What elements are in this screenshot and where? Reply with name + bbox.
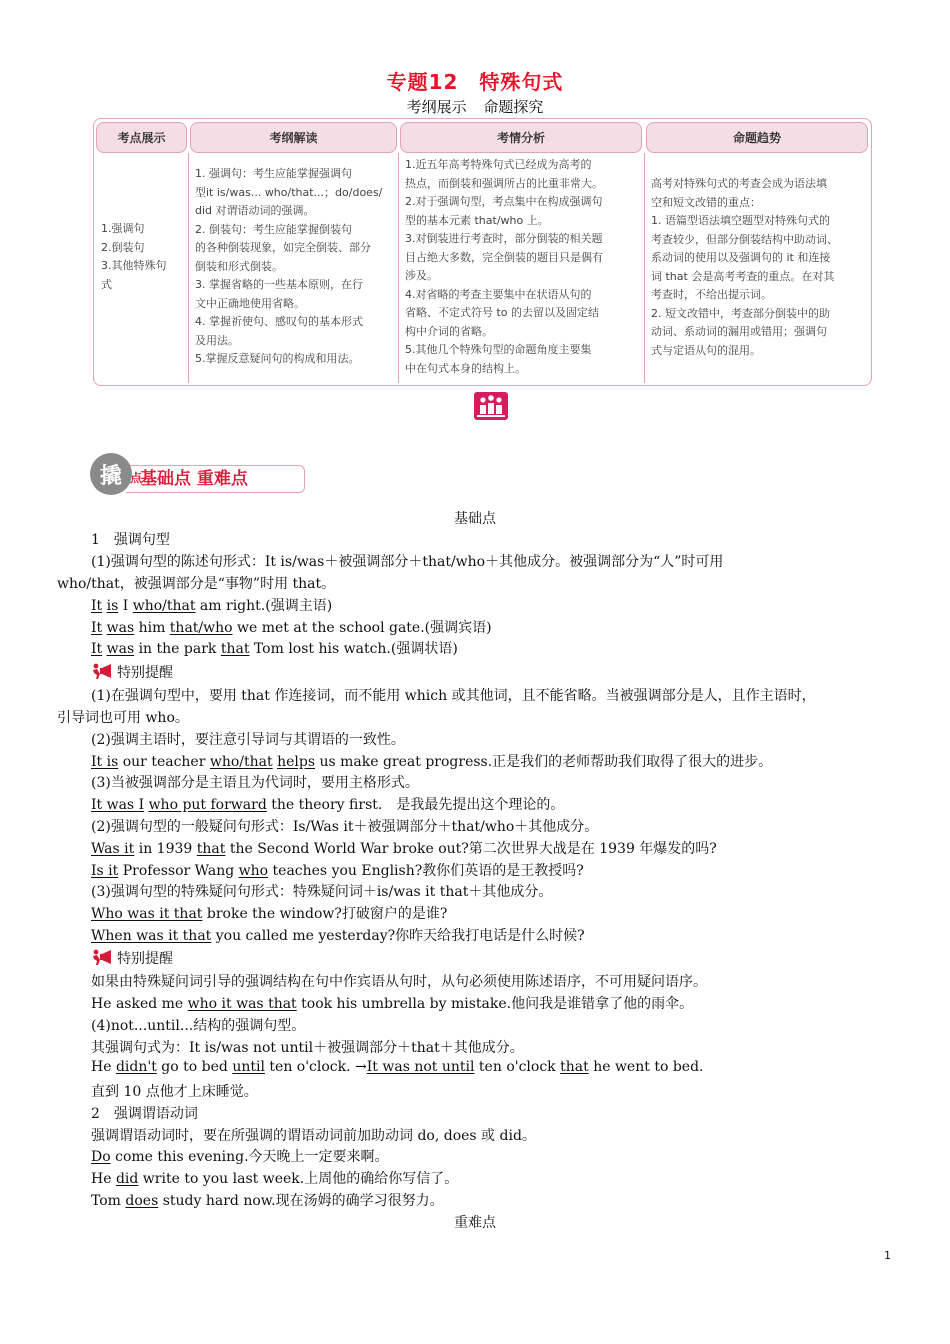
heading-hard: 重难点 [454,1215,496,1231]
cell-line: 2.对于强调句型，考点集中在构成强调句 [405,195,603,208]
underlined-text: When was it that [91,928,212,944]
cell-line: 1.强调句 [101,222,145,235]
underlined-text: that [196,841,226,857]
example-sentence [91,794,564,814]
table-header-syllabus: 考纲解读 [190,122,397,153]
cell-line: 3.对倒装进行考查时，部分倒装的相关题 [405,232,603,245]
cell-line: 4.对省略的考查主要集中在状语从句的 [405,287,592,301]
people-badge-icon [474,392,508,420]
underlined-text: is [106,598,119,614]
text: come this evening.今天晚上一定要来啊。 [110,1149,389,1165]
table-divider [398,153,399,383]
underlined-text: It [91,620,103,636]
cell-line: 3.其他特殊句 [101,259,167,272]
text: you called me yesterday?你昨天给我打电话是什么时候? [211,928,585,944]
cell-line: 中在句式本身的结构上。 [405,361,526,375]
paragraph: (2)强调主语时，要注意引导词与其谓语的一致性。 [91,732,405,748]
table-cell-trend [651,175,869,360]
underlined-text: who [238,863,269,879]
reminder-label: 特别提醒 [117,665,173,681]
text: write to you last week.上周他的确给你写信了。 [138,1171,459,1187]
section-banner-text: 基础点 重难点 [140,469,248,489]
cell-line: 3. 掌握省略的一些基本原则，在行 [195,278,363,291]
cell-line: 1. 强调句：考生应能掌握强调句 [195,167,352,180]
text: Professor Wang [118,863,239,879]
text: our teacher [118,754,210,770]
underlined-text: did [115,1171,139,1187]
text: in 1939 [134,841,197,857]
cell-line: 目占绝大多数，完全倒装的题目只是偶有 [405,250,603,264]
heading-predicate: 2 强调谓语动词 [91,1106,198,1122]
underlined-text: that [220,641,250,657]
paragraph: (2)强调句型的一般疑问句形式：Is/Was it＋被强调部分＋that/who＋其他成分。 [91,819,599,835]
table-cell-points [101,220,186,294]
text: He asked me [91,996,188,1012]
underlined-text: It [91,598,103,614]
underlined-text: Who was it that [91,906,203,922]
cell-line: 倒装和形式倒装。 [195,259,283,273]
page-title: 专题12 特殊句式 [386,70,564,94]
megaphone-icon [91,663,115,679]
cell-line: 2. 短文改错中，考查部分倒装中的助 [651,306,830,320]
underlined-text: until [232,1059,265,1075]
table-header-trend: 命题趋势 [646,122,868,153]
text: ten o'clock. → [264,1059,367,1075]
cell-line: 空和短文改错的重点： [651,195,761,209]
paragraph: 如果由特殊疑问词引导的强调结构在句中作宾语从句时，从句必须使用陈述语序，不可用疑问语序。 [91,974,707,990]
outline-table [93,118,872,386]
cell-line: 5.掌握反意疑问句的构成和用法。 [195,352,360,365]
underlined-text: Was it [91,841,135,857]
underlined-text: who put forward [148,797,267,813]
cell-line: 省略、不定式符号 to 的去留以及固定结 [405,306,600,319]
example-sentence [91,925,585,945]
special-reminder [91,948,173,968]
underlined-text: who/that [132,598,196,614]
underlined-text: Do [91,1149,111,1165]
cell-line: 涉及。 [405,269,438,282]
underlined-text: that/who [169,620,233,636]
text: study hard now.现在汤姆的确学习很努力。 [158,1193,444,1209]
cell-line: 考查时，不给出提示词。 [651,288,772,301]
example-sentence [91,1146,389,1166]
subtitle-outline: 考纲展示 [406,98,467,116]
paragraph: (1)在强调句型中，要用 that 作连接词，而不能用 which 或其他词，且不能省略。当被强调部分是人，且作主语时， [91,688,816,704]
table-divider [188,153,189,383]
text: broke the window?打破窗户的是谁? [202,906,448,922]
cell-line: 型it is/was... who/that...；do/does/ [195,185,383,199]
cell-line: 1. 语篇型语法填空题型对特殊句式的 [651,214,830,227]
text: teaches you English?教你们英语的是王教授吗? [268,863,584,879]
cell-line: 式与定语从句的混用。 [651,343,761,357]
section-banner [90,453,306,495]
underlined-text: It was I [91,797,145,813]
text: the theory first. 是我最先提出这个理论的。 [266,797,565,813]
text: took his umbrella by mistake.他问我是谁错拿了他的雨伞。 [296,996,694,1012]
paragraph: 直到 10 点他才上床睡觉。 [91,1084,258,1100]
cell-line: 构中介词的省略。 [405,324,493,338]
text: us make great progress.正是我们的老师帮助我们取得了很大的进步。 [315,754,773,770]
paragraph: 引导词也可用 who。 [57,710,189,726]
paragraph: (1)强调句型的陈述句形式：It is/was＋被强调部分＋that/who＋其他成分。被强调部分为“人”时可用 [91,554,724,570]
cell-line: did 对谓语动词的强调。 [195,204,315,217]
megaphone-icon [91,949,115,965]
example-sentence [91,1168,458,1188]
table-cell-syllabus [195,165,397,369]
text: the Second World War broke out?第二次世界大战是在 1939 年爆发的吗? [225,841,717,857]
text: we met at the school gate.(强调宾语) [232,620,492,636]
text: go to bed [156,1059,233,1075]
example-sentence [91,860,584,880]
cell-line: 考查较少，但部分倒装结构中助动词、 [651,232,838,246]
paragraph: (3)当被强调部分是主语且为代词时，要用主格形式。 [91,775,419,791]
underlined-text: who/that [209,754,273,770]
section-banner-badge: 撬 [90,453,132,495]
underlined-text: Is it [91,863,119,879]
underlined-text: does [125,1193,159,1209]
example-sentence [91,838,717,858]
text: in the park [134,641,221,657]
text: ten o'clock [474,1059,561,1075]
cell-line: 型的基本元素 that/who 上。 [405,213,549,227]
paragraph: (4)not...until...结构的强调句型。 [91,1018,306,1034]
cell-line: 4. 掌握祈使句、感叹句的基本形式 [195,315,363,328]
cell-line: 词 that 会是高考考查的重点。在对其 [651,269,835,283]
cell-line: 及用法。 [195,333,239,347]
underlined-text: was [106,620,135,636]
paragraph: (3)强调句型的特殊疑问句形式：特殊疑问词＋is/was it that＋其他成分。 [91,884,553,900]
underlined-text: It was not until [366,1059,475,1075]
heading-basic: 基础点 [454,511,496,527]
underlined-text: It is [91,754,119,770]
page-number: 1 [884,1249,891,1262]
table-divider [644,153,645,383]
example-sentence [91,595,332,615]
text: He [91,1171,116,1187]
table-header-analysis: 考情分析 [400,122,642,153]
special-reminder [91,662,173,682]
table-cell-analysis [405,156,643,378]
subtitle-exploration: 命题探究 [483,98,544,116]
underlined-text: didn't [115,1059,157,1075]
cell-line: 文中正确地使用省略。 [195,296,305,310]
underlined-text: that [560,1059,589,1075]
text: He [91,1059,116,1075]
page-subtitle [0,96,950,117]
table-header-points: 考点展示 [96,122,187,153]
example-sentence [91,993,693,1013]
paragraph: 强调谓语动词时，要在所强调的谓语动词前加助动词 do, does 或 did。 [91,1128,536,1144]
section-banner-bar [126,465,305,493]
example-sentence [91,903,447,923]
cell-line: 2. 倒装句：考生应能掌握倒装句 [195,222,352,236]
heading-emphasis: 1 强调句型 [91,532,170,548]
example-sentence [91,1190,444,1210]
paragraph: who/that，被强调部分是“事物”时用 that。 [57,576,336,592]
underlined-text: It [91,641,103,657]
underlined-text: was [106,641,135,657]
cell-line: 高考对特殊句式的考查会成为语法填 [651,177,827,190]
text: Tom lost his watch.(强调状语) [249,641,458,657]
cell-line: 1.近五年高考特殊句式已经成为高考的 [405,158,592,171]
text: Tom [91,1193,126,1209]
cell-line: 热点，而倒装和强调所占的比重非常大。 [405,176,603,190]
example-sentence [91,617,492,637]
reminder-label: 特别提醒 [117,951,173,967]
text: I [118,598,133,614]
text: him [134,620,170,636]
paragraph: 其强调句式为：It is/was not until＋被强调部分＋that＋其他成分。 [91,1040,524,1056]
text: am right.(强调主语) [195,598,333,614]
section-banner-tag: 点 [130,471,143,485]
example-sentence [91,751,772,771]
cell-line: 式 [101,277,112,291]
text: he went to bed. [588,1059,704,1075]
underlined-text: who it was that [187,996,297,1012]
cell-line: 2.倒装句 [101,240,145,254]
underlined-text: helps [277,754,316,770]
example-sentence [91,638,458,658]
cell-line: 的各种倒装现象，如完全倒装、部分 [195,241,371,254]
cell-line: 系动词的使用以及强调句的 it 和连接 [651,251,831,264]
cell-line: 5.其他几个特殊句型的命题角度主要集 [405,343,592,356]
cell-line: 动词、系动词的漏用或错用；强调句 [651,325,827,338]
example-sentence [91,1059,703,1075]
